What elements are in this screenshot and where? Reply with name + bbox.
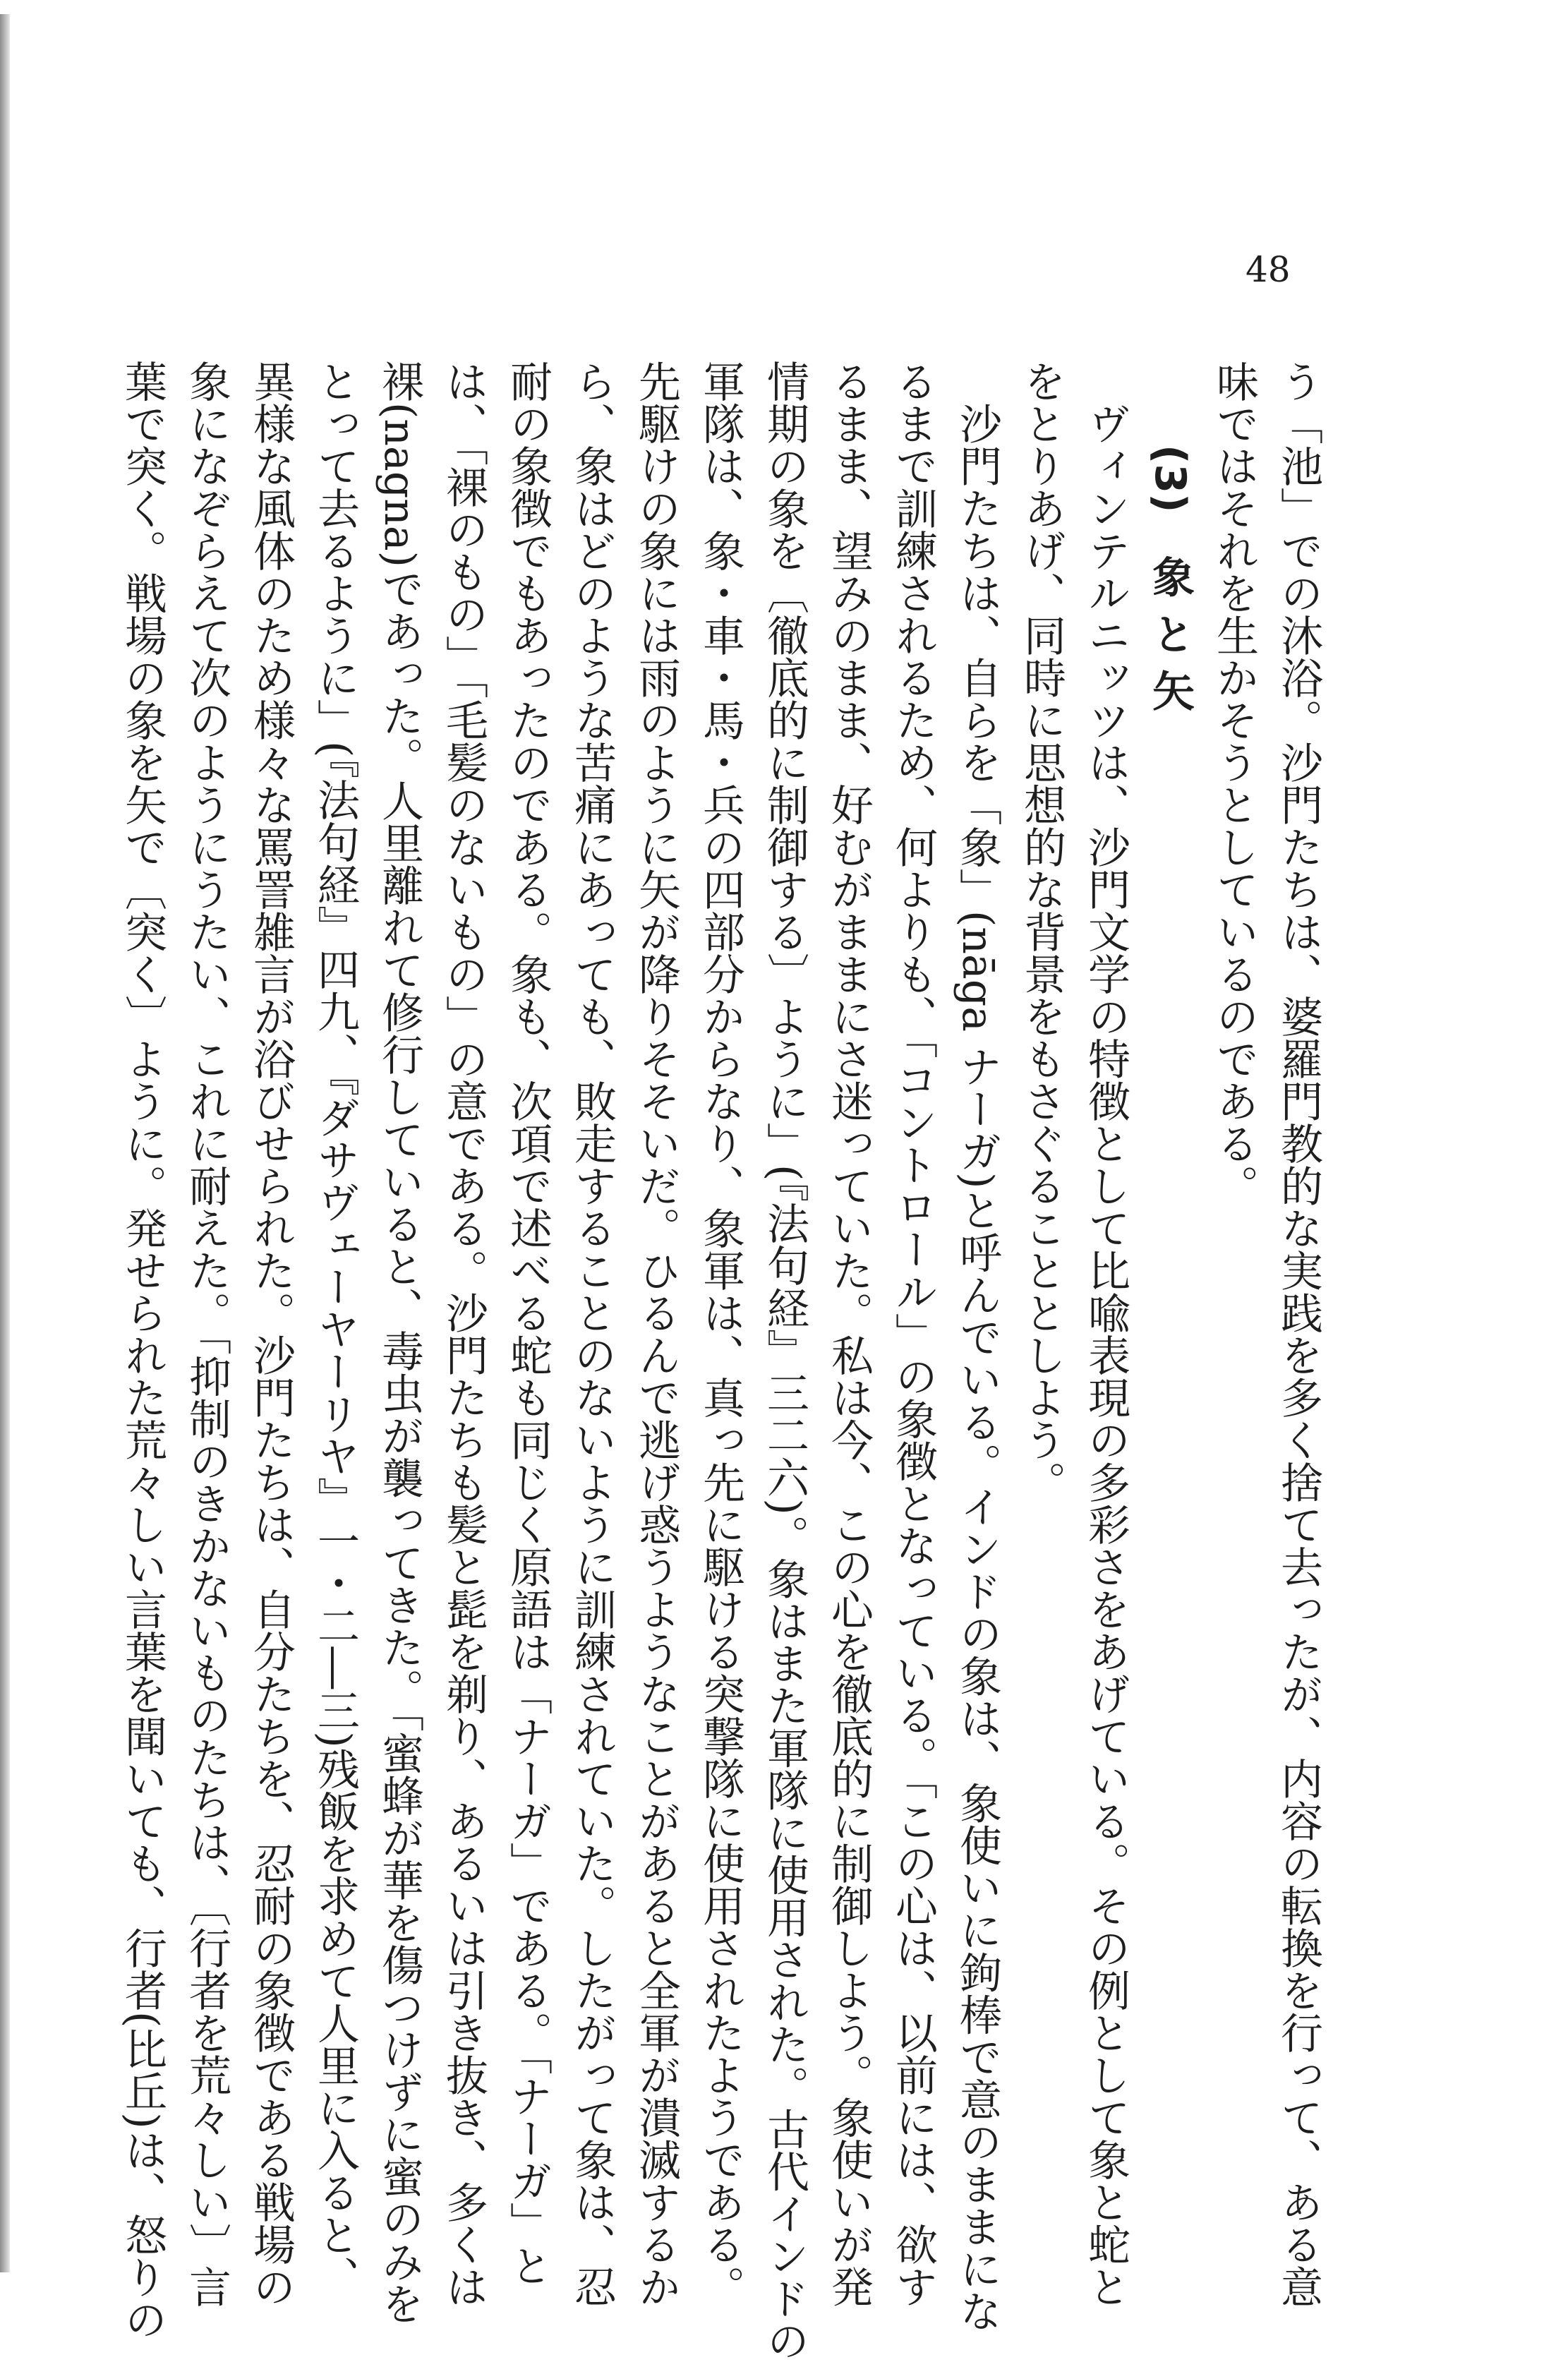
section-heading: (3) 象 と 矢 [1145, 445, 1195, 712]
text-line: るまま、望みのまま、好むがままにさ迷っていた。私は今、この心を徹底的に制御しよう。象使いが発 [824, 360, 874, 2308]
text-line: 軍隊は、象・車・馬・兵の四部分からなり、象軍は、真っ先に駆ける突撃隊に使用されたようである。 [696, 360, 745, 2308]
page-number: 48 [1246, 249, 1291, 290]
text-line: は、「裸のもの」「毛髪のないもの」の意である。沙門たちも髪と髭を剃り、あるいは引き抜き、多くは [439, 360, 488, 2308]
text-line: 耐の象徴でもあったのである。象も、次項で述べる蛇も同じく原語は「ナーガ」である。「ナーガ」と [503, 360, 553, 2286]
text-line: 沙門たちは、自らを「象」(nāga ナーガ)と呼んでいる。インドの象は、象使いに鉤棒で意のままにな [953, 402, 1002, 2332]
text-line: 情期の象を〔徹底的に制御する〕ように」(『法句経』三二六)。象はまた軍隊に使用された。古代インドの [760, 360, 809, 2362]
text-line: 裸(nagna)であった。人里離れて修行していると、毒虫が襲ってきた。「蜜蜂が華を傷つけずに蜜のみを [375, 360, 424, 2325]
text-line: をとりあげ、同時に思想的な背景をもさぐることとしよう。 [1017, 360, 1066, 1503]
text-line: 味ではそれを生かそうとしているのである。 [1210, 360, 1259, 1207]
book-spine-shadow [0, 14, 10, 2272]
text-line: 先駆けの象には雨のように矢が降りそそいだ。ひるんで逃げ惑うようなことがあると全軍が潰滅するか [632, 360, 681, 2308]
text-line: 異様な風体のため様々な罵詈雑言が浴びせられた。沙門たちは、自分たちを、忍耐の象徴である戦場の [246, 360, 296, 2308]
text-line: ヴィンテルニッツは、沙門文学の特徴として比喩表現の多彩さをあげている。その例として象と蛇と [1081, 402, 1130, 2308]
text-line: 葉で突く。戦場の象を矢で〔突く〕ように。発せられた荒々しい言葉を聞いても、行者(比丘)は、怒りの [118, 360, 167, 2341]
body-text [74, 360, 1330, 2362]
text-line: う「池」での沐浴。沙門たちは、婆羅門教的な実践を多く捨て去ったが、内容の転換を行って、ある意 [1274, 360, 1323, 2308]
text-line: るまで訓練されるため、何よりも、「コントロール」の象徴となっている。「この心は、以前には、欲す [888, 360, 938, 2308]
text-line: とって去るように」(『法句経』四九、『ダサヴェーヤーリヤ』一・二―三)残飯を求めて人里に入ると、 [310, 360, 360, 2298]
text-line: 象になぞらえて次のようにうたい、これに耐えた。「抑制のきかないものたちは、〔行者を荒々しい〕言 [182, 360, 231, 2308]
text-line: ら、象はどのような苦痛にあっても、敗走することのないように訓練されていた。したがって象は、忍 [567, 360, 617, 2308]
